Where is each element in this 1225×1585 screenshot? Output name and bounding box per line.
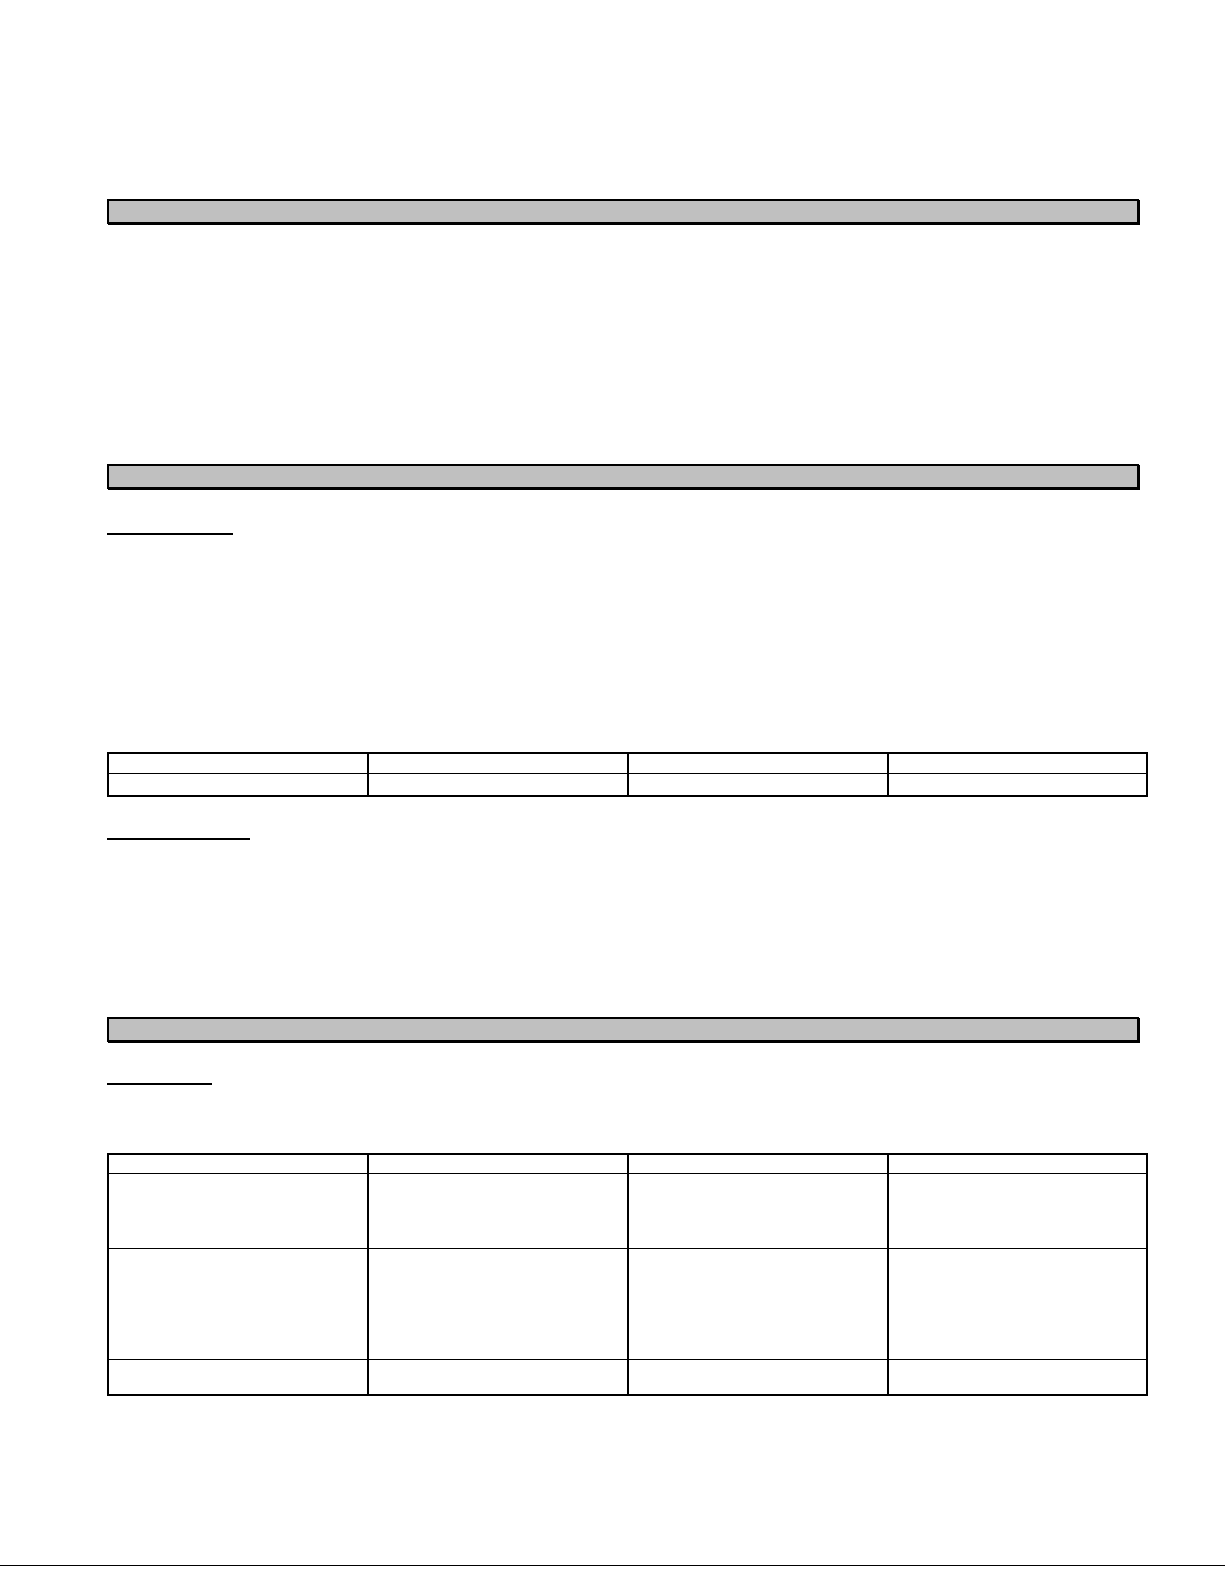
table-cell	[628, 1360, 888, 1395]
table-row	[108, 1154, 1147, 1173]
table-cell	[368, 1154, 628, 1173]
table-cell	[888, 1249, 1147, 1360]
table-row	[108, 1173, 1147, 1249]
table-cell	[628, 773, 888, 796]
table-2	[107, 1153, 1148, 1396]
section-header-2	[107, 464, 1139, 489]
table-cell	[628, 1154, 888, 1173]
table-cell	[368, 1249, 628, 1360]
section-header-3	[107, 1017, 1139, 1042]
table-cell	[888, 1173, 1147, 1249]
table-cell	[628, 753, 888, 773]
subheading-3-underline	[107, 1083, 212, 1085]
table-cell	[108, 1249, 368, 1360]
table-cell	[368, 753, 628, 773]
table-row	[108, 753, 1147, 773]
table-cell	[368, 1173, 628, 1249]
table-1	[107, 752, 1148, 797]
table-row	[108, 1360, 1147, 1395]
table-cell	[888, 1360, 1147, 1395]
table-cell	[888, 1154, 1147, 1173]
table-cell	[108, 1360, 368, 1395]
footer-rule	[0, 1565, 1225, 1566]
subheading-1-underline	[107, 533, 233, 535]
table-cell	[888, 753, 1147, 773]
table-cell	[628, 1249, 888, 1360]
table-row	[108, 1249, 1147, 1360]
table-cell	[628, 1173, 888, 1249]
table-cell	[108, 1154, 368, 1173]
table-cell	[888, 773, 1147, 796]
table-row	[108, 773, 1147, 796]
section-header-1	[107, 199, 1139, 224]
table-cell	[108, 753, 368, 773]
table-cell	[108, 1173, 368, 1249]
table-cell	[368, 773, 628, 796]
table-cell	[108, 773, 368, 796]
subheading-2-underline	[107, 838, 250, 840]
table-cell	[368, 1360, 628, 1395]
